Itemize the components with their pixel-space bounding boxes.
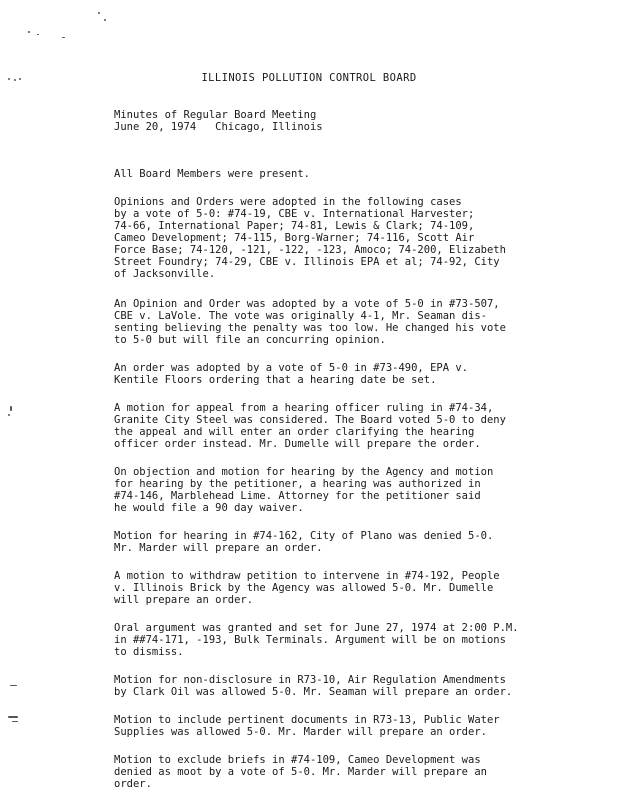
paragraph: A motion for appeal from a hearing officer ruling in #74-34, Granite City Steel was considered. The Board voted 5-0 to deny the appeal and will enter an order clarifying the hearing officer order instead. Mr. Dumelle will prepare the order.: [114, 402, 506, 450]
paragraph: Motion to include pertinent documents in R73-13, Public Water Supplies was allowed 5-0. Mr. Marder will prepare an order.: [114, 714, 500, 738]
scan-speck: [8, 716, 18, 718]
paragraph: Motion to exclude briefs in #74-109, Cameo Development was denied as moot by a vote of 5-0. Mr. Marder will prepare an order.: [114, 754, 487, 790]
paragraph: A motion to withdraw petition to intervene in #74-192, People v. Illinois Brick by the Agency was allowed 5-0. Mr. Dumelle will prepare an order.: [114, 570, 500, 606]
meeting-heading: [114, 109, 323, 133]
paragraph: An order was adopted by a vote of 5-0 in #73-490, EPA v. Kentile Floors ordering that a hearing date be set.: [114, 362, 469, 386]
meeting-heading-line1: Minutes of Regular Board Meeting: [114, 109, 317, 121]
scan-speck: [10, 685, 17, 686]
scan-speck: [98, 12, 100, 14]
paragraph: Motion for non-disclosure in R73-10, Air Regulation Amendments by Clark Oil was allowed 5-0. Mr. Seaman will prepare an order.: [114, 674, 513, 698]
paragraph: An Opinion and Order was adopted by a vote of 5-0 in #73-507, CBE v. LaVole. The vote was originally 4-1, Mr. Seaman dis- senting believing the penalty was too low. He changed his vote to 5-0 but will file an concurring opinion.: [114, 298, 506, 346]
paragraph: Oral argument was granted and set for June 27, 1974 at 2:00 P.M. in ##74-171, -193, Bulk Terminals. Argument will be on motions to dismiss.: [114, 622, 519, 658]
scan-speck: [10, 406, 12, 411]
paragraph-attendance: All Board Members were present.: [114, 168, 310, 180]
scan-speck: [28, 31, 30, 33]
paragraph: On objection and motion for hearing by the Agency and motion for hearing by the petitioner, a hearing was authorized in #74-146, Marblehead Lime. Attorney for the petitioner said he would file a 90 day waiver.: [114, 466, 494, 514]
paragraph: Opinions and Orders were adopted in the following cases by a vote of 5-0: #74-19, CBE v. International Harvester; 74-66, International Paper; 74-81, Lewis & Clark; 74-109, Cameo Development; 74-115, Borg-Warner; 74-116, Scott Air Force Base; 74-120, -121, -122, -123, Amoco; 74-200, Elizabeth Street Foundry; 74-29, CBE v. Illinois EPA et al; 74-92, City of Jacksonville.: [114, 196, 506, 280]
scan-speck: [104, 19, 106, 21]
scan-speck: [12, 721, 18, 722]
scan-speck: [62, 37, 65, 38]
meeting-heading-line2: June 20, 1974 Chicago, Illinois: [114, 121, 323, 133]
scan-speck: [37, 34, 39, 35]
minutes-body: [114, 168, 584, 790]
scan-speck: [8, 414, 10, 416]
paragraph: Motion for hearing in #74-162, City of Plano was denied 5-0. Mr. Marder will prepare an order.: [114, 530, 494, 554]
document-title: ILLINOIS POLLUTION CONTROL BOARD: [201, 72, 417, 84]
